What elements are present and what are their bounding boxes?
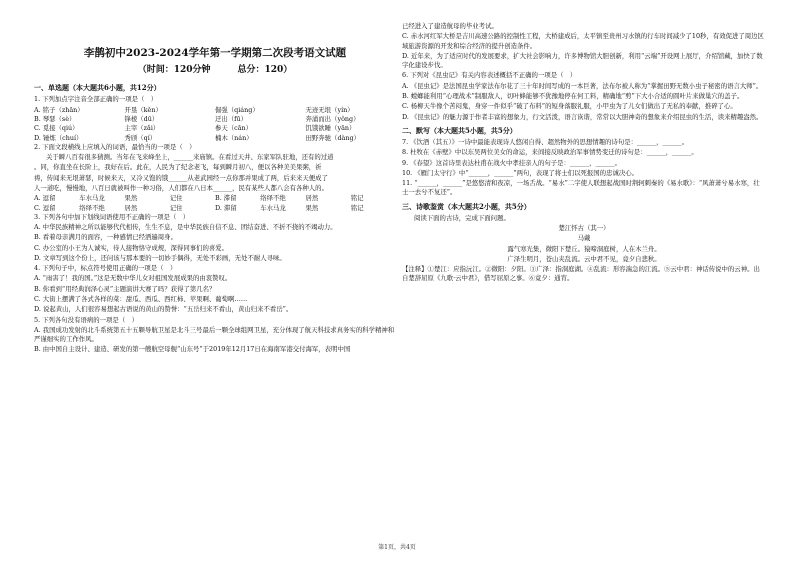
question-7: 7. 《饮酒（其五）》一诗中最能表现诗人悠闲自得、超然物外的思想情趣的诗句是：______，______。 <box>402 137 689 146</box>
q5-option-c: C. 赤水河红军大桥是吉川高速公路的控制性工程，大桥建成后，太平镇至贵州习水镇的行车时间减少了10秒，有效促进了周边区域旅游资源的开发和综合经济的提升创造条件。 <box>402 32 764 50</box>
q5-option-d: D. 近年来，为了适应时代的发展要求，扩大社会影响力，许多博物馆大胆创新，利用“云端”开设网上展厅，介绍馆藏，加快了数字化建设步伐。 <box>402 51 763 70</box>
poem-line: 广泽生明月，苍山夹乱流。云中君不见，竟夕自悲秋。 <box>507 254 661 263</box>
q5-option-a: A. 我国成功发射的北斗系统第五十五颗导航卫星是北斗三号最后一颗全球组网卫星，充分体现了航天科技求真务实的科学精神和严谨细实的工作作风。 <box>34 325 395 344</box>
q6-option-c: C. 杨柳天牛像个苦闷鬼，身穿一件似乎“破了布料”的短身落服礼服，小甲虫为了儿女们做出了无私的奉献，推碎了心。 <box>402 102 737 111</box>
q4-option-a: A. “雨害了！我的国。”这是无数中华儿女对祖国发展成果的由衷赞叹。 <box>34 274 232 283</box>
q6-option-d: D. 《昆虫记》的魅力源于作者丰富的想象力，行文活泼，语言诙谐，常常以大胆神奇的想象来介绍昆虫的生活，读来精趣盎然。 <box>402 112 763 121</box>
q5-continuation: 已经进入了建造航母的毕业考试。 <box>402 22 498 30</box>
poem-notes: 【注释】①楚江：应指沅江。②微阳：夕阳。③广泽：指洞庭湖。④乱流：形容湍急的江流。⑤云中君：神话传说中的云神。出自楚辞屈原《九歌·云中君》，借写屈原之事。⑥竟夕：通宵。 <box>402 265 760 283</box>
q4-option-d: D. 说起黄山，人们很容易想起古语说的黄山的赞誉：“五岳归来不看山，黄山归来不看岳”。 <box>34 305 293 314</box>
question-10: 10. 《雁门太守行》中“______，______”两句，表现了将士们以死报国的忠诚决心。 <box>402 168 639 177</box>
q3-option-b: B. 看着母亲满月的面容，一种感情已经洒遍周身。 <box>34 233 177 242</box>
question-1: 1. 下列加点字注音全部正确的一项是（ ） <box>34 95 158 104</box>
right-column <box>402 22 766 285</box>
section-heading: 三、诗歌鉴赏（本大题共2小题，共5分） <box>402 201 531 211</box>
left-column <box>34 46 396 356</box>
poem-line: 露气寒光集，微阳下楚丘。猿啼洞庭树，人在木兰舟。 <box>507 244 661 253</box>
q6-option-a: A. 《昆虫记》是法国昆虫学家法布尔花了三十年时间写成的一本巨著，法布尔被人称为“掌握田野无数小虫子秘密的语言大师”。 <box>402 81 763 90</box>
q2-option-c: C. 逗留 络绎不绝 居然 记住 D. 滞留 车水马龙 果然 铭记 <box>34 203 364 212</box>
q1-option-c: C. 觅接（qiú） 主宰（zǎi） 参天（cān） 饥饿欲睡（yān） <box>34 124 356 133</box>
q2-passage: 关于瞬八百有很多猜测。当年在飞来峰坐上，______来庙镇。在看过天井、东家军队驻地，还有的过道 <box>46 153 334 162</box>
question-8: 8. 杜牧在《赤壁》中以东吴两位美女的命运，来间接反映政治军事情势变迁的诗句是：______，______。 <box>402 148 698 157</box>
q1-option-d: D. 锤炼（chuí） 秀颀（qí） 楠木（nán） 田野奔驰（dàng） <box>34 133 360 142</box>
question-9: 9. 《春望》这首诗里表达杜甫在战火中孝挂亲人的句子是：______，______。 <box>402 158 622 167</box>
q2-passage: 祷，传闻来无垠萧瑟，时候来天，又冷又饱的饿______从老武园经一点你那并果成了两，后来来天便成了 <box>34 173 328 182</box>
q2-option-a: A. 逗留 车水马龙 果然 记住 B. 滞留 络绎不绝 居然 铭记 <box>34 194 364 203</box>
q6-option-b: B. 螳螂能利用“心理战术”制服敌人，切叶蜂能够不犹豫地停在何工料，精确地“剪”下大小合适的圆叶片来做巢穴的盖子。 <box>402 91 744 100</box>
exam-subtitle: （时间：120分钟 总分：120） <box>137 65 293 76</box>
section-heading: 一、单选题（本大题共6小题，共12分） <box>34 83 161 93</box>
q1-option-b: B. 琴瑟（sè） 锋棱（dū） 迂出（fū） 奔涌而出（yǒng） <box>34 114 360 123</box>
question-6: 6. 下列对《昆虫记》有关内容表述概括不正确的一项是（ ） <box>402 71 577 80</box>
q4-option-c: C. 大街上摆满了各式各样的菜：甜瓜、西瓜、西红柿、苹果啊、葡萄啊…… <box>34 295 248 304</box>
q3-option-d: D. 文章写到这个份上，还问该与那本要的一切妙手偶得，无处不彩画，无处不耐人寻味。 <box>34 253 286 262</box>
q3-option-c: C. 办公室的小王为人诚实，待人接物恪守成规，深得同事们的喜爱。 <box>34 243 229 252</box>
section-heading: 二、默写（本大题共5小题，共5分） <box>402 125 517 135</box>
exam-title: 李鹊初中2023-2024学年第一学期第二次段考语文试题 <box>83 47 347 59</box>
q3-option-a: A. 中华民族精神之所以能够代代相传，生生不息，是中华民族自信不息、团结奋进、不折不挠的不竭动力。 <box>34 223 337 232</box>
question-11: 11. “______，______”是悠悠清和夜凉，一场舌战。“易水”二字使人联想起战国时荆轲刺秦的《易水歌》：“风萧萧兮易水寒，壮士一去兮不复还”。 <box>402 179 760 197</box>
q4-option-b: B. 你看到“用经典润泽心灵”主题演讲大赛了吗？获得了第几名？ <box>34 284 216 293</box>
page-footer: 第1页，共4页 <box>378 544 416 551</box>
poem-author: 马戴 <box>577 234 591 243</box>
q1-option-a: A. 铭子（zhān） 开垦（kěn） 倔强（qiáng） 无迹无垠（yín） <box>34 105 354 114</box>
question-4: 4. 下列句子中，标点符号使用正确的一项是（ ） <box>34 264 177 273</box>
question-3: 3. 下列各句中加下划线词语使用不正确的一项是（ ） <box>34 212 190 221</box>
poem-intro: 阅读下面的古诗，完成下面问题。 <box>414 213 510 222</box>
question-2: 2. 下面文段横线上应填入的词语，最恰当的一项是（ ） <box>34 142 196 151</box>
q2-passage: 人一道吃，慢慢地，八百日就被叫作一种习俗，人们都在八日本______，民有某些人都八会有各种人的。 <box>34 183 328 192</box>
q2-passage: 。同，你直坐在长阶上，我好在后。此在，人民为了纪念老飞，每到瞬月初八，便以各种美美果粥，祈 <box>34 163 322 172</box>
question-5: 5. 下列各句没有语病的一项是（ ） <box>34 315 138 324</box>
q5-option-b: B. 由中国自主设计、建造、研发的第一艘航空母舰“山东号”于2019年12月17日在海南军港交付海军，表明中国 <box>34 345 351 354</box>
poem-title: 楚江怀古（其一） <box>558 224 610 233</box>
